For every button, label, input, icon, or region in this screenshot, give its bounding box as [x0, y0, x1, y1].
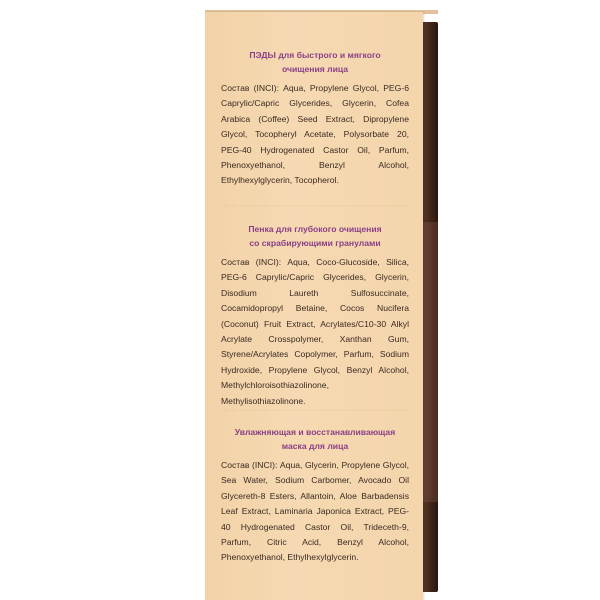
section-title-line: Пенка для глубокого очищения — [248, 224, 382, 234]
section-title-line: очищения лица — [281, 64, 349, 74]
section-title — [221, 222, 409, 250]
section-title-line: со скрабирующими гранулами — [249, 238, 381, 248]
section-title-line: ПЭДЫ для быстрого и мягкого — [249, 50, 381, 60]
section-title-line: Увлажняющая и восстанавливающая — [234, 427, 396, 437]
ingredients-text: Состав (INCI): Aqua, Glycerin, Propylene Glycol, Sea Water, Sodium Carbomer, Avocado Oil Glycereth-8 Esters, Allantoin, Aloe Barbadensis Leaf Extract, Laminaria Japonica Extract, PEG-40 Hydrogenated Castor Oil, Trideceth-9, Parfum, Citric Acid, Benzyl Alcohol, Phenoxyethanol, Ethylhexylglycerin. — [221, 460, 409, 563]
section-pads — [221, 48, 409, 189]
section-divider — [221, 205, 409, 206]
section-title — [221, 425, 409, 453]
section-title — [221, 48, 409, 76]
section-foam — [221, 222, 409, 409]
ingredients-text: Состав (INCI): Aqua, Coco-Glucoside, Silica, PEG-6 Caprylic/Capric Glycerides, Glycerin, Disodium Laureth Sulfosuccinate, Cocamidopropyl Betaine, Cocos Nucifera (Coconut) Fruit Extract, Acrylates/C10-30 Alkyl Acrylate Crosspolymer, Xanthan Gum, Styrene/Acrylates Copolymer, Parfum, Sodium Hydroxide, Propylene Glycol, Benzyl Alcohol, Methylchloroisothiazolinone, Methylisothiazolinone. — [221, 257, 409, 406]
box-side-stripe — [422, 222, 438, 502]
ingredients-text: Состав (INCI): Aqua, Propylene Glycol, PEG-6 Caprylic/Capric Glycerides, Glycerin, Cofea Arabica (Coffee) Seed Extract, Dipropylene Glycol, Tocopheryl Acetate, Polysorbate 20, PEG-40 Hydrogenated Castor Oil, Parfum, Phenoxyethanol, Benzyl Alcohol, Ethylhexylglycerin, Tocopherol. — [221, 83, 409, 186]
section-title-line: маска для лица — [281, 441, 349, 451]
section-divider — [221, 410, 409, 411]
box-side-panel — [422, 22, 438, 592]
section-mask — [221, 425, 409, 566]
